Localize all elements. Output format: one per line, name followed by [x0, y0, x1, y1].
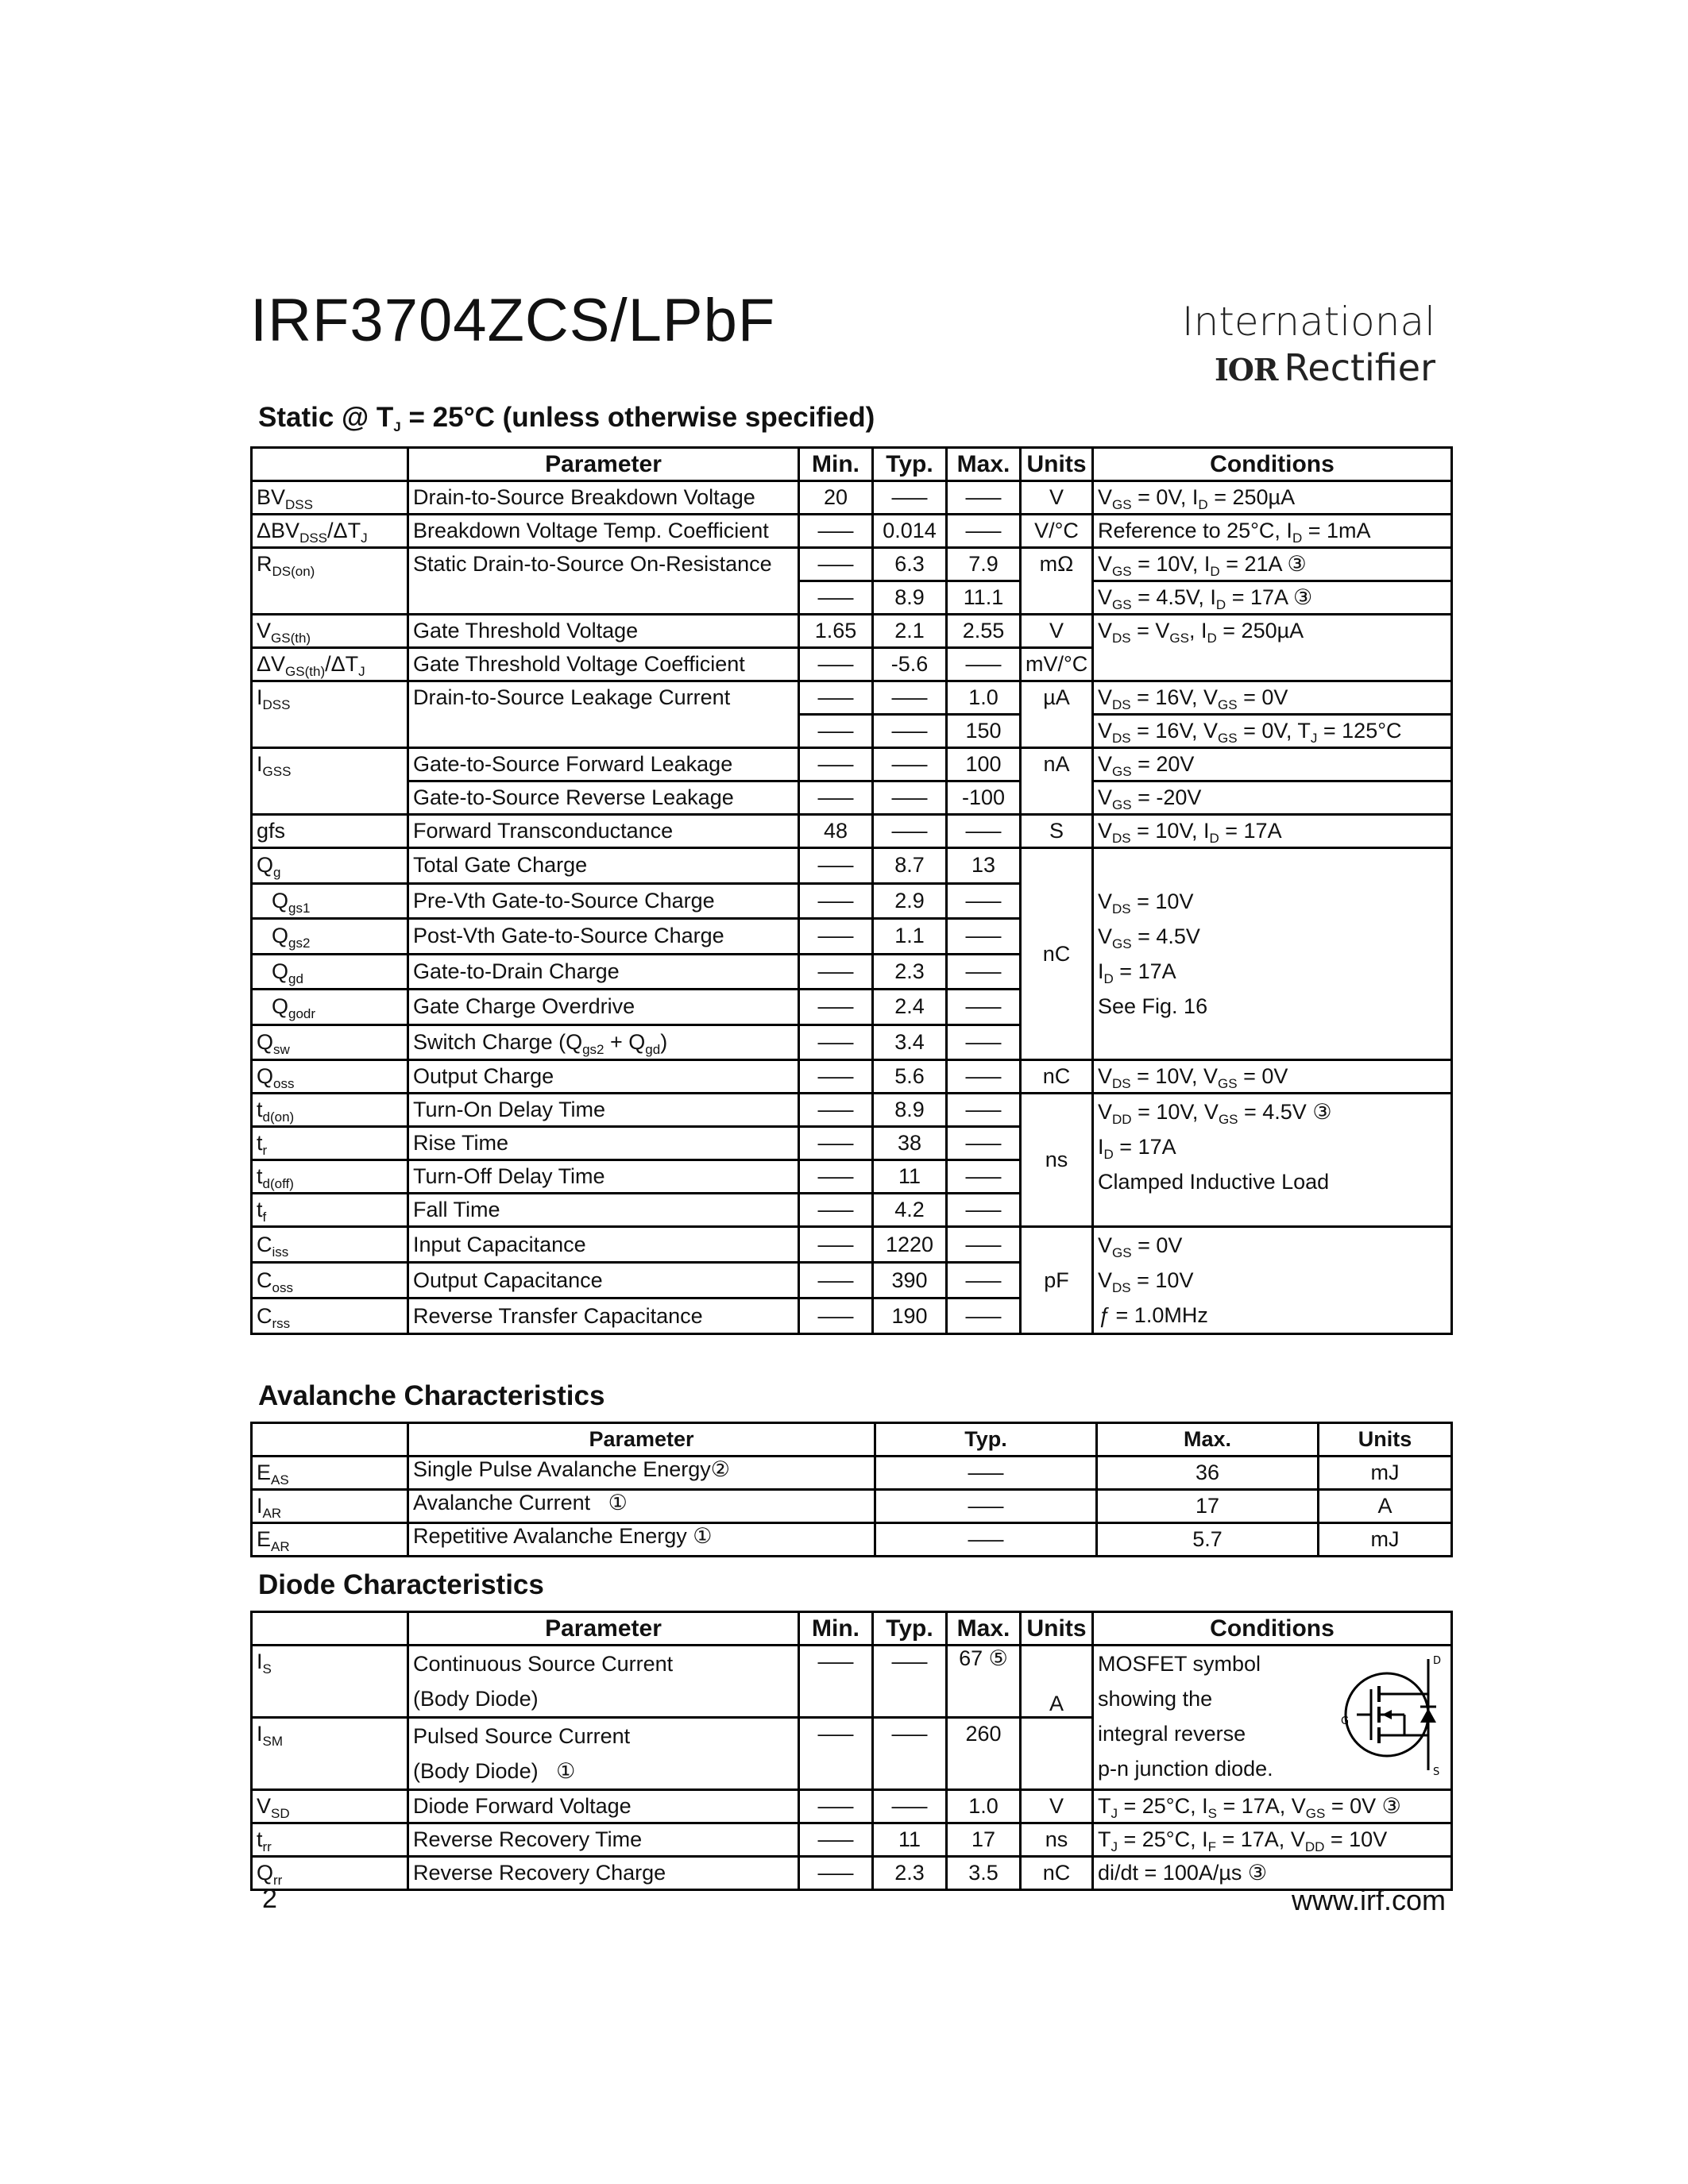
drain-label: D: [1433, 1655, 1442, 1667]
table-header-row: Parameter Typ. Max. Units: [252, 1423, 1452, 1457]
source-label: S: [1433, 1766, 1440, 1778]
table-row: gfs Forward Transconductance 48 ––– ––– S $V_{DS} = 10V$, $I_D = 17A$: [252, 815, 1452, 848]
table-row: $C_{oss}$ Output Capacitance ––– 390 –––: [252, 1263, 1452, 1298]
table-row: $Q_{gs2}$ Post-Vth Gate-to-Source Charge ––– 1.1 –––: [252, 919, 1452, 955]
static-heading: Static @ $T_J = 25^\circ C$ (unless otherwise specified): [258, 402, 875, 434]
diode-table: [250, 1611, 1453, 1891]
brand-line1: International: [1181, 299, 1435, 345]
brand-line2: Rectifier: [1284, 346, 1435, 389]
table-row: $Q_{godr}$ Gate Charge Overdrive ––– 2.4 –––: [252, 990, 1452, 1025]
table-row: $Q_{rr}$ Reverse Recovery Charge ––– 2.3 3.5 nC di/dt = 100A/µs ③: [252, 1857, 1452, 1890]
table-row: $V_{SD}$ Diode Forward Voltage ––– ––– 1.0 V $T_J = 25^\circ C$, $I_S = 17A$, $V_{GS} = 0V$ ③: [252, 1790, 1452, 1823]
table-row: $Q_{gs1}$ Pre-Vth Gate-to-Source Charge ––– 2.9 –––: [252, 883, 1452, 919]
table-row: $t_{d(on)}$ Turn-On Delay Time ––– 8.9 ––– ns $V_{DD} = 10V$, $V_{GS} = 4.5V$ ③ $I_D = 17A$ Clamped Inductive Load: [252, 1094, 1452, 1127]
table-row: $I_{SM}$ Pulsed Source Current (Body Diode) ① ––– ––– 260: [252, 1718, 1452, 1790]
table-row: $t_r$ Rise Time ––– 38 –––: [252, 1127, 1452, 1160]
table-row: $Q_g$ Total Gate Charge ––– 8.7 13 nC $V_{DS} = 10V$ $V_{GS} = 4.5V$ $I_D = 17A$ See Fig. 16: [252, 848, 1452, 884]
part-number-title: IRF3704ZCS/LPbF: [250, 287, 776, 354]
mosfet-symbol-cell: MOSFET symbol showing the integral reverse p-n junction diode. D G S: [1093, 1646, 1452, 1790]
table-row: $I_{DSS}$ Drain-to-Source Leakage Current ––– ––– 1.0 µA $V_{DS} = 16V$, $V_{GS} = 0V$: [252, 681, 1452, 715]
table-row: $E_{AR}$ Repetitive Avalanche Energy ① ––– 5.7 mJ: [252, 1523, 1452, 1557]
footer-url[interactable]: www.irf.com: [1291, 1884, 1446, 1916]
table-row: $R_{DS(on)}$ Static Drain-to-Source On-Resistance ––– 6.3 7.9 mΩ $V_{GS} = 10V$, $I_D = 21A$ ③: [252, 548, 1452, 581]
table-row: $E_{AS}$ Single Pulse Avalanche Energy② ––– 36 mJ: [252, 1457, 1452, 1490]
table-row: ––– ––– 150 $V_{DS} = 16V$, $V_{GS} = 0V$, $T_J = 125^\circ C$: [252, 715, 1452, 748]
diode-heading: Diode Characteristics: [258, 1569, 544, 1600]
table-row: $Q_{gd}$ Gate-to-Drain Charge ––– 2.3 –––: [252, 954, 1452, 990]
table-row: $Q_{oss}$ Output Charge ––– 5.6 ––– nC $V_{DS} = 10V$, $V_{GS} = 0V$: [252, 1060, 1452, 1094]
static-table: [250, 446, 1453, 1335]
table-row: $C_{rss}$ Reverse Transfer Capacitance ––– 190 –––: [252, 1298, 1452, 1334]
company-logo: [1182, 299, 1435, 389]
table-row: $I_{GSS}$ Gate-to-Source Forward Leakage ––– ––– 100 nA $V_{GS} = 20V$: [252, 748, 1452, 781]
table-row: $V_{GS(th)}$ Gate Threshold Voltage 1.65 2.1 2.55 V $V_{DS} = V_{GS}$, $I_D = 250\mu A$: [252, 615, 1452, 648]
table-row: $C_{iss}$ Input Capacitance ––– 1220 ––– pF $V_{GS} = 0V$ $V_{DS} = 10V$ ƒ = 1.0MHz: [252, 1227, 1452, 1263]
table-row: $Q_{sw}$ Switch Charge $(Q_{gs2} + Q_{gd})$ ––– 3.4 –––: [252, 1024, 1452, 1060]
table-row: Gate-to-Source Reverse Leakage ––– ––– -100 $V_{GS} = -20V$: [252, 781, 1452, 815]
table-row: $t_{rr}$ Reverse Recovery Time ––– 11 17 ns $T_J = 25^\circ C$, $I_F = 17A$, $V_{DD} = 10V$: [252, 1823, 1452, 1857]
table-row: $I_S$ Continuous Source Current (Body Diode) ––– ––– 67 ⑤ A MOSFET symbol showing the integral reverse p-n junction diode. D G S: [252, 1646, 1452, 1718]
avalanche-table: [250, 1422, 1453, 1557]
avalanche-heading: Avalanche Characteristics: [258, 1380, 605, 1411]
table-row: $BV_{DSS}$ Drain-to-Source Breakdown Voltage 20 ––– ––– V $V_{GS} = 0V$, $I_D = 250\mu A$: [252, 481, 1452, 515]
table-row: ––– 8.9 11.1 $V_{GS} = 4.5V$, $I_D = 17A$ ③: [252, 581, 1452, 615]
gate-label: G: [1341, 1715, 1350, 1727]
table-row: $\Delta BV_{DSS}/\Delta T_J$ Breakdown Voltage Temp. Coefficient ––– 0.014 ––– V/°C Reference to 25°C, $I_D = 1mA$: [252, 515, 1452, 548]
table-row: $\Delta V_{GS(th)}/\Delta T_J$ Gate Threshold Voltage Coefficient ––– -5.6 ––– mV/°C: [252, 648, 1452, 681]
ior-logo-icon: IOR: [1215, 352, 1278, 388]
table-header-row: Parameter Min. Typ. Max. Units Conditions: [252, 448, 1452, 481]
table-row: $t_{d(off)}$ Turn-Off Delay Time ––– 11 –––: [252, 1160, 1452, 1194]
table-header-row: Parameter Min. Typ. Max. Units Conditions: [252, 1612, 1452, 1646]
mosfet-symbol-icon: [1341, 1651, 1444, 1778]
table-row: $I_{AR}$ Avalanche Current ① ––– 17 A: [252, 1490, 1452, 1523]
table-row: $t_f$ Fall Time ––– 4.2 –––: [252, 1194, 1452, 1227]
page-number: 2: [262, 1884, 277, 1914]
